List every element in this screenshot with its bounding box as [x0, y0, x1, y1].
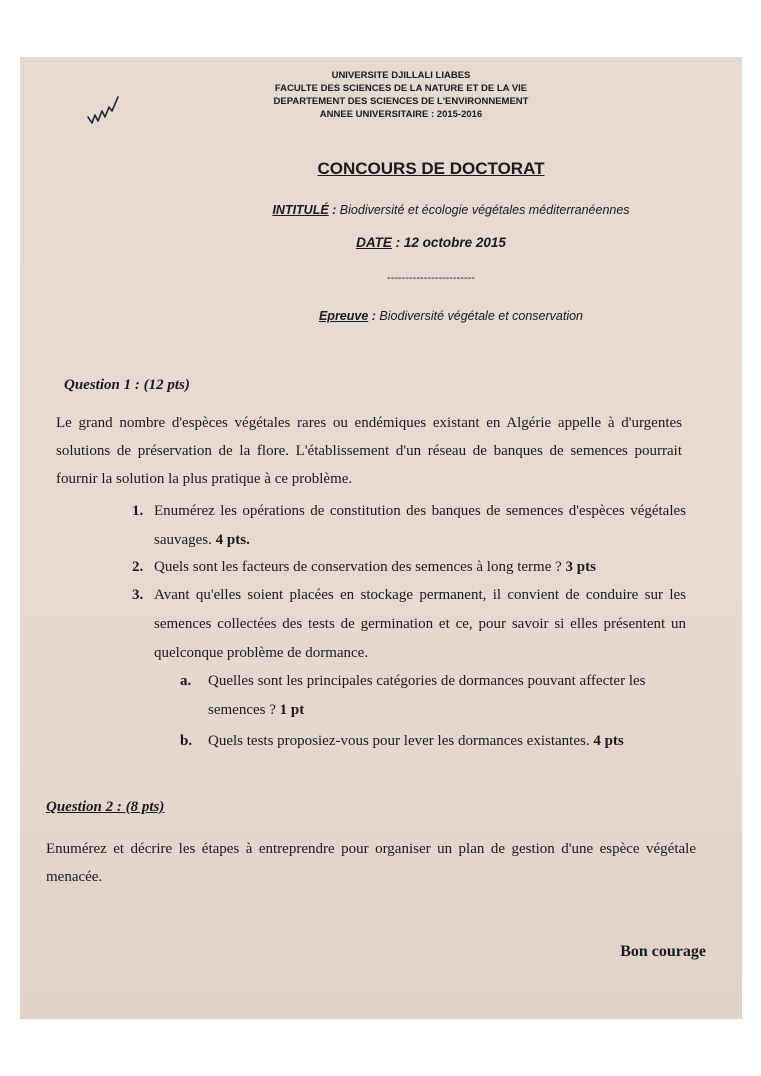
intitule-sep: : [328, 203, 340, 217]
institution-header [20, 69, 742, 121]
header-line-year: ANNEE UNIVERSITAIRE : 2015-2016 [319, 109, 483, 120]
item-text: Avant qu'elles soient placées en stockage permanent, il convient de conduire sur les semences collectées des tests de germination et ce, pour savoir si elles présentent un quelconque problème de dormance. [154, 587, 686, 661]
subitem-points: 4 pts [593, 733, 624, 749]
question1-subitem-b [180, 727, 708, 756]
subitem-text: Quelles sont les principales catégories de dormances pouvant affecter les semences ? [208, 673, 646, 718]
item-number: 1. [132, 503, 144, 519]
subitem-letter: a. [180, 673, 192, 689]
subitem-text: Quels tests proposiez-vous pour lever les dormances existantes. [208, 733, 590, 749]
header-line-department: DEPARTEMENT DES SCIENCES DE L'ENVIRONNEMENT [273, 96, 529, 107]
question1-item-2 [132, 553, 686, 582]
epreuve-line [20, 309, 742, 323]
date-value: 12 octobre 2015 [403, 235, 506, 250]
subitem-points: 1 pt [279, 702, 305, 718]
separator-line: ------------------------ [387, 272, 475, 284]
item-points: 3 pts [565, 559, 596, 575]
epreuve-sep: : [368, 309, 380, 323]
item-points: 4 pts. [215, 532, 250, 548]
question1-intro: Le grand nombre d'espèces végétales rares ou endémiques existant en Algérie appelle à d'urgentes solutions de préservation de la flore. L'établissement d'un réseau de banques de semences pourrait fournir la solution la plus pratique à ce problème. [56, 415, 682, 487]
question2-title-points: (8 pts) [121, 799, 165, 815]
intitule-value: Biodiversité et écologie végétales méditerranéennes [339, 203, 630, 217]
item-text: Quels sont les facteurs de conservation des semences à long terme ? [154, 559, 562, 575]
epreuve-value: Biodiversité végétale et conservation [379, 309, 584, 323]
exam-sheet [20, 57, 742, 1019]
question1-subitem-a [180, 667, 696, 725]
question2-text: Enumérez et décrire les étapes à entreprendre pour organiser un plan de gestion d'une espèce végétale menacée. [46, 841, 696, 885]
date-sep: : [391, 235, 404, 250]
date-line [20, 235, 742, 250]
item-text: Enumérez les opérations de constitution des banques de semences d'espèces végétales sauvages. [154, 503, 686, 548]
item-number: 2. [132, 559, 144, 575]
exam-title: CONCOURS DE DOCTORAT [317, 159, 545, 178]
header-line-university: UNIVERSITE DJILLALI LIABES [331, 70, 471, 81]
date-label: DATE [356, 235, 392, 250]
question1-title: Question 1 : (12 pts) [64, 377, 190, 393]
question2-title [46, 799, 164, 816]
question1-item-1 [132, 497, 686, 555]
intitule-label: INTITULÉ [272, 203, 329, 217]
question1-item-3 [132, 581, 686, 668]
subitem-letter: b. [180, 733, 193, 749]
intitule-line [20, 203, 742, 217]
header-line-faculty: FACULTE DES SCIENCES DE LA NATURE ET DE LA VIE [274, 83, 528, 94]
closing-text: Bon courage [620, 943, 706, 960]
epreuve-label: Epreuve [318, 309, 369, 323]
item-number: 3. [132, 587, 144, 603]
question2-title-main: Question 2 : [46, 799, 122, 815]
